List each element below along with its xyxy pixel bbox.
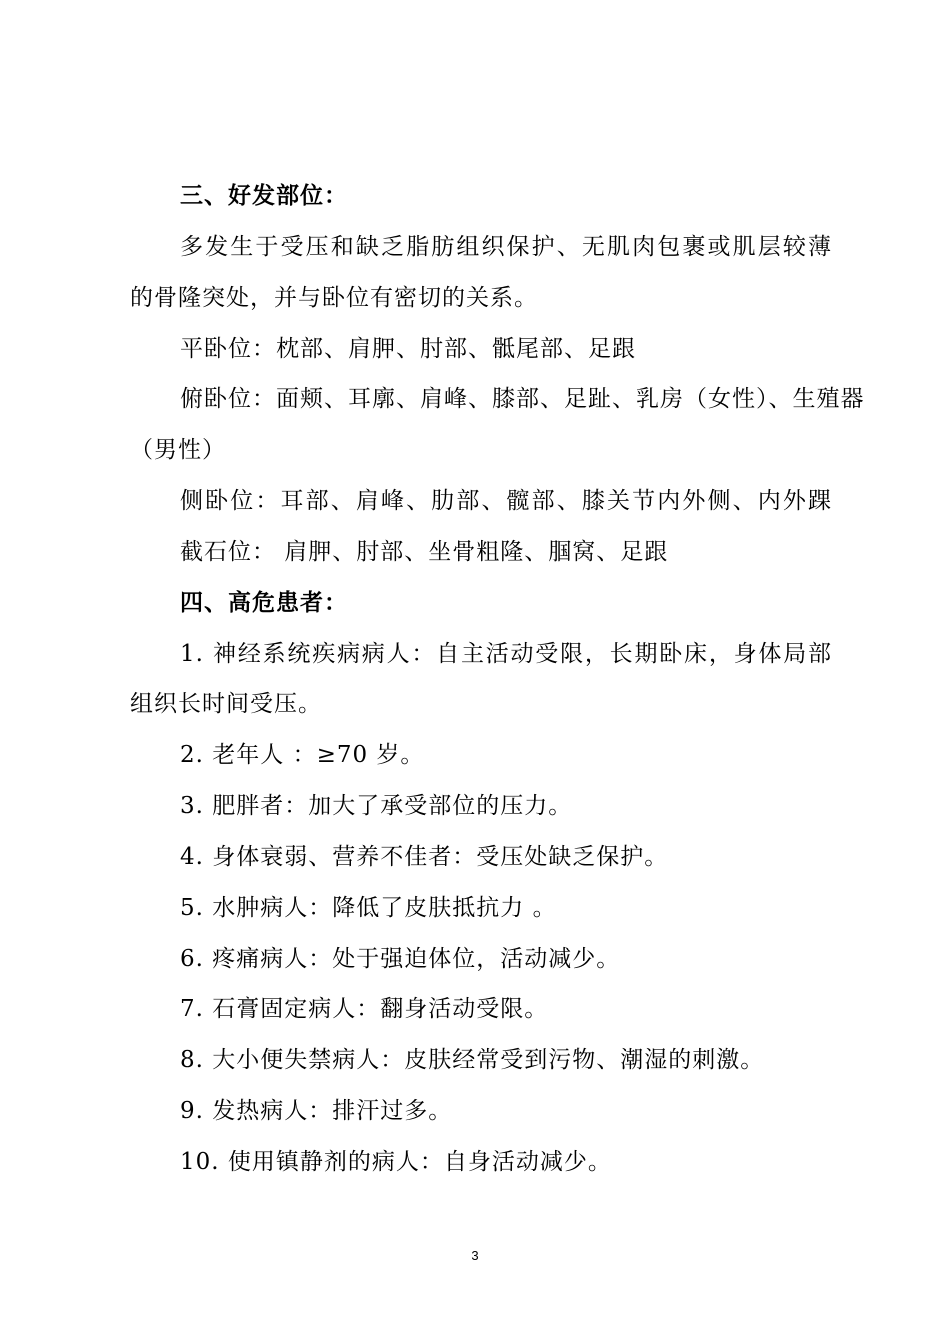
list-item: 4. 身体衰弱、营养不佳者：受压处缺乏保护。 xyxy=(180,844,669,870)
list-item: 6. 疼痛病人：处于强迫体位，活动减少。 xyxy=(180,946,621,972)
list-item: 10. 使用镇静剂的病人：自身活动减少。 xyxy=(180,1149,612,1175)
list-item: 1. 神经系统疾病病人：自主活动受限，长期卧床，身体局部 xyxy=(180,641,832,667)
list-item-continuation: 组织长时间受压。 xyxy=(130,691,322,717)
paragraph-intro-line2: 的骨隆突处，并与卧位有密切的关系。 xyxy=(130,285,538,311)
list-item: 8. 大小便失禁病人：皮肤经常受到污物、潮湿的刺激。 xyxy=(180,1047,765,1073)
page-number: 3 xyxy=(471,1248,479,1263)
list-item: 5. 水肿病人：降低了皮肤抵抗力 。 xyxy=(180,895,557,921)
list-item: 7. 石膏固定病人：翻身活动受限。 xyxy=(180,996,549,1022)
position-prone-line1: 俯卧位：面颊、耳廓、肩峰、膝部、足趾、乳房（女性）、生殖器 xyxy=(180,386,865,412)
position-supine: 平卧位：枕部、肩胛、肘部、骶尾部、足跟 xyxy=(180,336,636,362)
list-item: 2. 老年人 ：≥70 岁。 xyxy=(180,742,425,768)
section-heading-body-sites: 三、好发部位： xyxy=(180,183,348,209)
paragraph-intro-line1: 多发生于受压和缺乏脂肪组织保护、无肌肉包裹或肌层较薄 xyxy=(180,234,832,260)
position-lithotomy: 截石位： 肩胛、肘部、坐骨粗隆、腘窝、足跟 xyxy=(180,539,669,565)
section-heading-high-risk: 四、高危患者： xyxy=(180,590,348,616)
position-lateral: 侧卧位：耳部、肩峰、肋部、髋部、膝关节内外侧、内外踝 xyxy=(180,488,832,514)
list-item: 9. 发热病人：排汗过多。 xyxy=(180,1098,453,1124)
position-prone-line2: （男性） xyxy=(130,437,226,463)
list-item: 3. 肥胖者：加大了承受部位的压力。 xyxy=(180,793,573,819)
